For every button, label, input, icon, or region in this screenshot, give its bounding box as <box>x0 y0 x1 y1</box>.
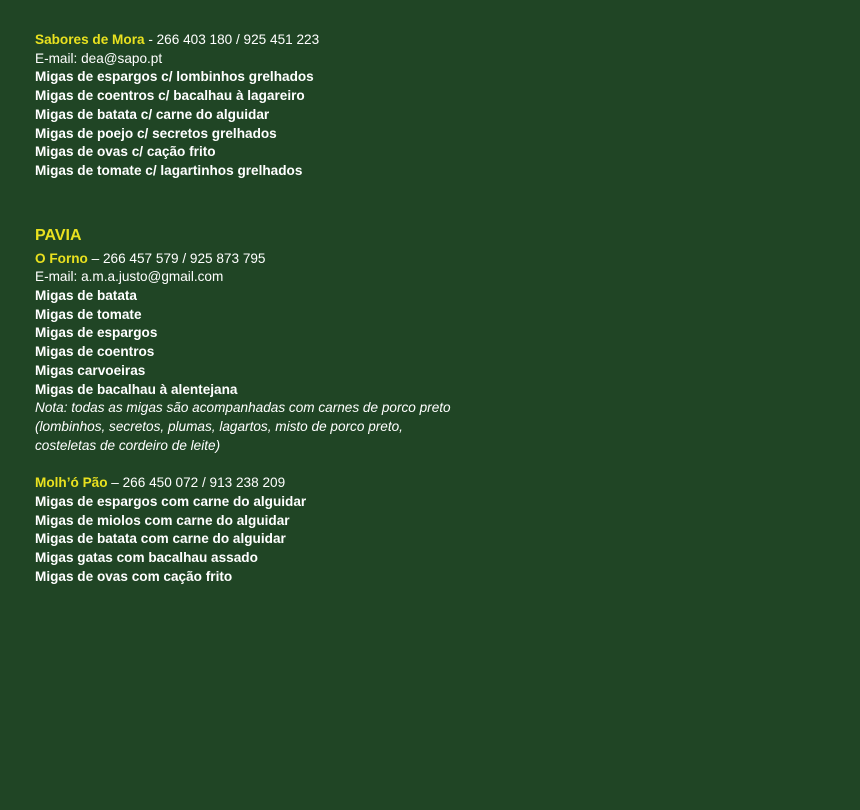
dish-item: Migas de batata com carne do alguidar <box>35 531 286 547</box>
restaurant-email: E-mail: dea@sapo.pt <box>35 50 163 66</box>
restaurant-phone: - 266 403 180 / 925 451 223 <box>144 32 320 47</box>
dish-item: Migas de tomate c/ lagartinhos grelhados <box>35 162 303 178</box>
dish-item: Migas de miolos com carne do alguidar <box>35 512 290 528</box>
restaurant-phone: – 266 457 579 / 925 873 795 <box>87 250 266 266</box>
restaurant-block-o-forno <box>35 250 835 456</box>
note-line: Nota: todas as migas são acompanhadas com carnes de porco preto <box>35 400 451 416</box>
dish-item: Migas de coentros <box>35 344 155 360</box>
note-line: costeletas de cordeiro de leite) <box>35 437 221 453</box>
restaurant-name: Sabores de Mora <box>35 32 145 47</box>
restaurant-block-sabores-de-mora <box>35 31 835 181</box>
restaurant-header <box>35 474 835 493</box>
restaurant-name: Molh’ó Pão <box>35 475 108 491</box>
dish-item: Migas de espargos <box>35 325 158 341</box>
dish-item: Migas de ovas com cação frito <box>35 568 233 584</box>
dish-item: Migas de batata <box>35 288 137 304</box>
spacer <box>35 455 835 474</box>
section-heading-pavia: PAVIA <box>35 226 82 244</box>
dish-item: Migas de bacalhau à alentejana <box>35 381 238 397</box>
restaurant-block-molho-pao <box>35 474 835 586</box>
dish-item: Migas de espargos com carne do alguidar <box>35 494 307 510</box>
dish-item: Migas de ovas c/ cação frito <box>35 144 216 160</box>
dish-item: Migas de poejo c/ secretos grelhados <box>35 125 277 141</box>
note-line: (lombinhos, secretos, plumas, lagartos, misto de porco preto, <box>35 418 403 434</box>
restaurant-email: E-mail: a.m.a.justo@gmail.com <box>35 269 224 285</box>
document-page <box>35 31 835 587</box>
restaurant-header <box>35 31 835 50</box>
dish-item: Migas de espargos c/ lombinhos grelhados <box>35 69 314 85</box>
dish-item: Migas de batata c/ carne do alguidar <box>35 106 270 122</box>
dish-item: Migas de coentros c/ bacalhau à lagareiro <box>35 88 305 104</box>
restaurant-name: O Forno <box>35 250 88 266</box>
dish-item: Migas gatas com bacalhau assado <box>35 550 258 566</box>
dish-item: Migas de tomate <box>35 306 142 322</box>
spacer <box>35 181 835 224</box>
restaurant-phone: – 266 450 072 / 913 238 209 <box>107 475 286 491</box>
restaurant-header <box>35 250 835 269</box>
dish-item: Migas carvoeiras <box>35 362 146 378</box>
